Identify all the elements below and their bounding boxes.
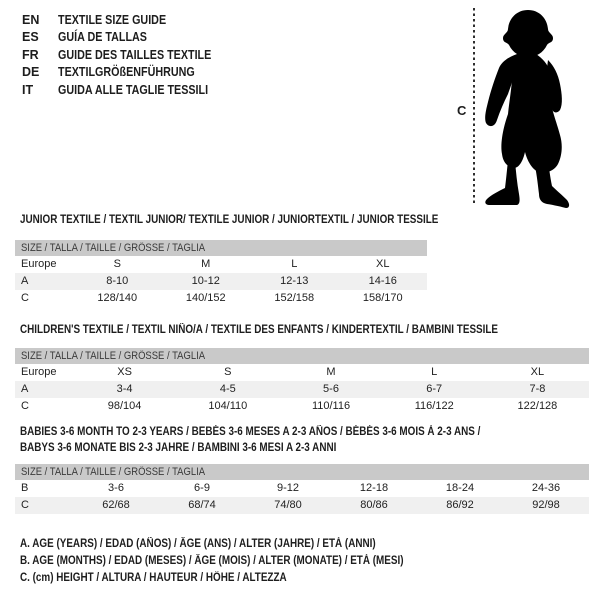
language-title: GUIDE DES TAILLES TEXTILE — [58, 47, 212, 62]
table-cell: 116/122 — [414, 400, 454, 412]
title-text: BABYS 3-6 MONATE BIS 2-3 JAHRE / BAMBINI 3-6 MESI A 2-3 ANNI — [20, 442, 337, 454]
height-measure-dashed-line — [473, 8, 475, 206]
language-code: DE — [22, 65, 40, 80]
table-cell: 68/74 — [188, 499, 216, 511]
table-cell: 24-36 — [531, 482, 561, 494]
junior-table-title — [20, 212, 506, 228]
table-cell: 62/68 — [102, 499, 130, 511]
table-row — [15, 381, 589, 398]
table-row — [15, 364, 589, 381]
table-cell: M — [326, 366, 336, 378]
row-label: C — [21, 499, 29, 511]
table-cell: 9-12 — [276, 482, 300, 494]
babies-size-table — [15, 464, 589, 514]
size-header-text: SIZE / TALLA / TAILLE / GRÖSSE / TAGLIA — [21, 350, 206, 362]
title-text: CHILDREN'S TEXTILE / TEXTIL NIÑO/A / TEXTILE DES ENFANTS / KINDERTEXTIL / BAMBINI TESSILE — [20, 324, 499, 336]
table-cell: 86/92 — [446, 499, 474, 511]
language-code: EN — [22, 12, 40, 27]
language-row-es — [22, 29, 236, 47]
language-code: FR — [22, 47, 39, 62]
row-label: C — [21, 400, 29, 412]
legend — [20, 536, 466, 587]
table-cell: 92/98 — [532, 499, 560, 511]
table-cell: 104/110 — [208, 400, 248, 412]
table-row — [15, 497, 589, 514]
table-cell: 7-8 — [529, 383, 546, 395]
table-cell: XL — [376, 258, 390, 270]
table-cell: 6-7 — [426, 383, 443, 395]
language-code: IT — [22, 82, 34, 97]
language-title: TEXTILGRÖßENFÜHRUNG — [58, 65, 195, 80]
legend-text: C. (cm) HEIGHT / ALTURA / HAUTEUR / HÖHE / ALTEZZA — [20, 572, 287, 584]
size-header-bar — [15, 464, 589, 480]
table-cell: 8-10 — [106, 275, 129, 287]
language-code: ES — [22, 30, 39, 45]
table-cell: 12-13 — [280, 275, 309, 287]
table-cell: 12-18 — [359, 482, 389, 494]
row-label: B — [21, 482, 29, 494]
language-row-it — [22, 81, 236, 99]
table-cell: XS — [117, 366, 132, 378]
table-row — [15, 398, 589, 415]
junior-size-table — [15, 240, 427, 307]
size-header-bar — [15, 348, 589, 364]
table-cell: S — [224, 366, 232, 378]
size-header-text: SIZE / TALLA / TAILLE / GRÖSSE / TAGLIA — [21, 242, 206, 254]
children-size-table — [15, 348, 589, 415]
legend-text: A. AGE (YEARS) / EDAD (AÑOS) / ÂGE (ANS) / ALTER (JAHRE) / ETÀ (ANNI) — [20, 538, 376, 550]
legend-text: B. AGE (MONTHS) / EDAD (MESES) / ÂGE (MOIS) / ALTER (MONATE) / ETÀ (MESI) — [20, 555, 404, 567]
size-header-bar — [15, 240, 427, 256]
table-cell: 3-6 — [108, 482, 124, 494]
table-cell: 10-12 — [191, 275, 220, 287]
title-text: JUNIOR TEXTILE / TEXTIL JUNIOR/ TEXTILE JUNIOR / JUNIORTEXTIL / JUNIOR TESSILE — [20, 214, 439, 226]
language-row-de — [22, 64, 236, 82]
table-cell: 110/116 — [311, 400, 351, 412]
table-cell: L — [291, 258, 298, 270]
table-cell: 4-5 — [219, 383, 236, 395]
language-row-en — [22, 11, 236, 29]
table-cell: S — [113, 258, 121, 270]
legend-item-c — [20, 570, 466, 587]
table-cell: 18-24 — [445, 482, 475, 494]
babies-table-title — [20, 424, 555, 456]
language-title: GUIDA ALLE TAGLIE TESSILI — [58, 82, 209, 97]
row-label: Europe — [21, 366, 57, 378]
title-text: BABIES 3-6 MONTH TO 2-3 YEARS / BEBÉS 3-6 MESES A 2-3 AÑOS / BÉBÉS 3-6 MOIS À 2-3 ANS / — [20, 426, 481, 438]
table-cell: 6-9 — [194, 482, 210, 494]
table-cell: 5-6 — [323, 383, 339, 395]
language-title: GUÍA DE TALLAS — [58, 30, 147, 45]
table-row — [15, 290, 427, 307]
table-cell: 80/86 — [360, 499, 388, 511]
table-cell: 14-16 — [368, 275, 397, 287]
row-label: Europe — [21, 258, 57, 270]
table-row — [15, 273, 427, 290]
language-row-fr — [22, 46, 236, 64]
table-cell: 3-4 — [116, 383, 133, 395]
size-header-text: SIZE / TALLA / TAILLE / GRÖSSE / TAGLIA — [21, 466, 206, 478]
language-list — [22, 11, 236, 99]
table-cell: 122/128 — [517, 400, 558, 412]
table-row — [15, 480, 589, 497]
table-cell: L — [431, 366, 438, 378]
toddler-silhouette-icon — [482, 8, 570, 208]
row-label: A — [21, 275, 29, 287]
table-cell: 98/104 — [107, 400, 142, 412]
table-cell: XL — [530, 366, 545, 378]
table-cell: 128/140 — [97, 292, 138, 304]
table-cell: 74/80 — [274, 499, 302, 511]
table-cell: 158/170 — [362, 292, 403, 304]
table-row — [15, 256, 427, 273]
row-label: C — [21, 292, 29, 304]
language-title: TEXTILE SIZE GUIDE — [58, 12, 167, 27]
table-cell: 152/158 — [274, 292, 315, 304]
table-cell: 140/152 — [185, 292, 226, 304]
legend-item-b — [20, 553, 466, 570]
children-table-title — [20, 322, 576, 338]
table-cell: M — [201, 258, 211, 270]
height-measure-label: C — [457, 103, 467, 118]
legend-item-a — [20, 536, 466, 553]
row-label: A — [21, 383, 29, 395]
